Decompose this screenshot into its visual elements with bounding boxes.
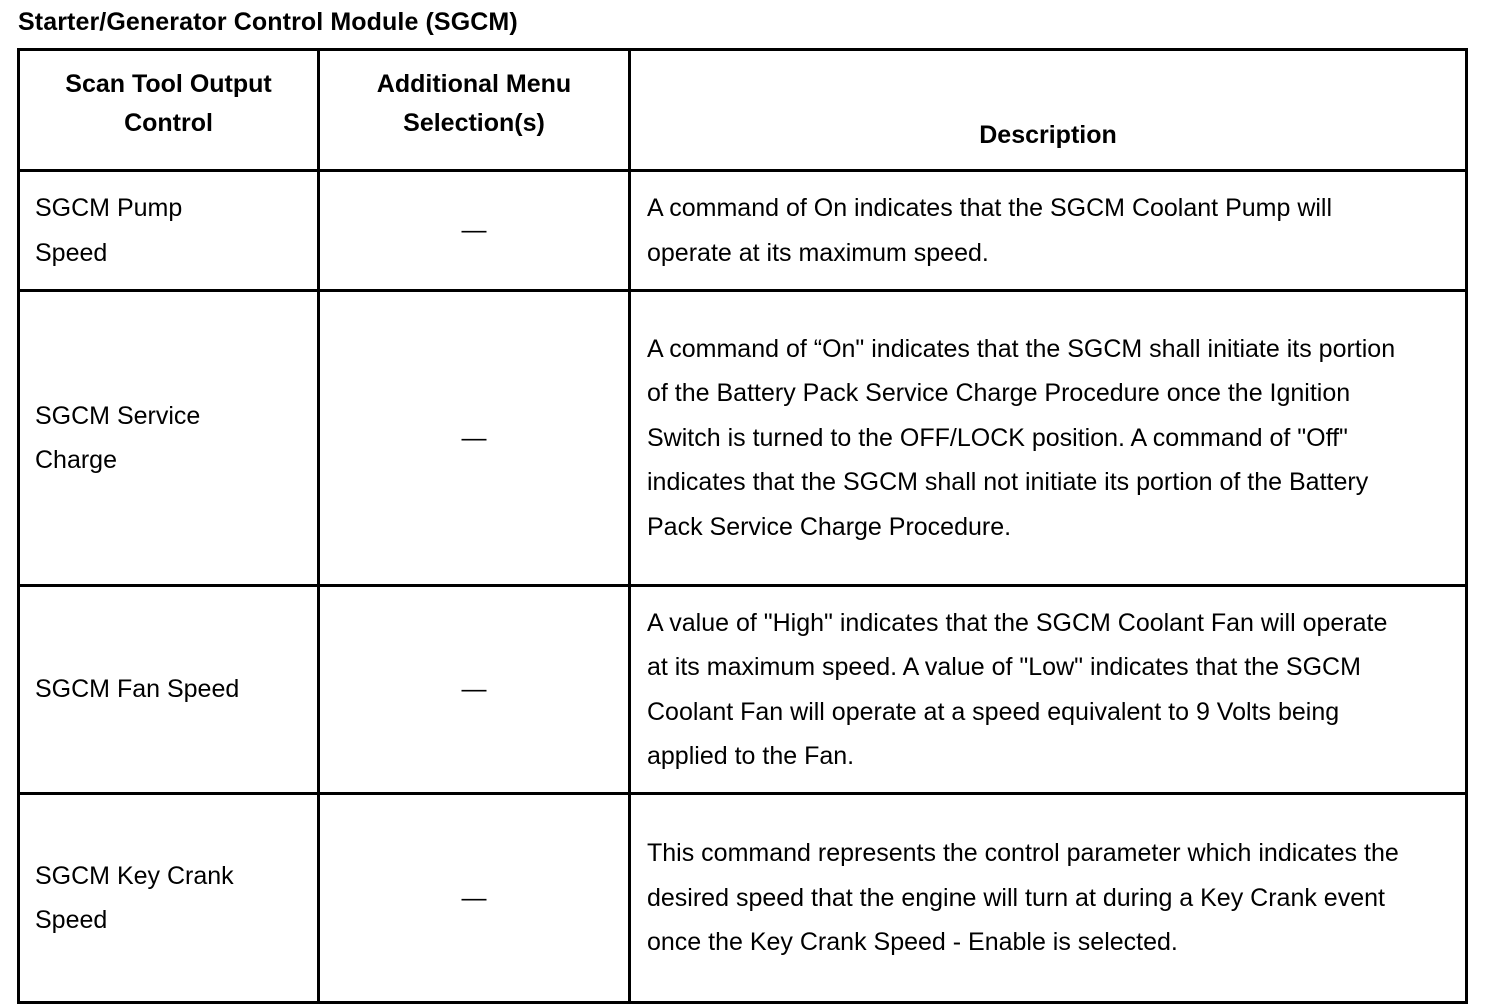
document-title: Starter/Generator Control Module (SGCM) xyxy=(18,8,518,36)
dash-placeholder: — xyxy=(461,883,487,912)
row-description: A command of On indicates that the SGCM Coolant Pump will operate at its maximum speed. xyxy=(630,171,1467,291)
row-menu-selection xyxy=(319,291,630,586)
sgcm-output-control-table xyxy=(17,48,1468,1004)
header-description: Description xyxy=(630,50,1467,171)
row-description: A command of “On" indicates that the SGCM shall initiate its portion of the Battery Pack Service Charge Procedure once the Ignition Switch is turned to the OFF/LOCK position. A command of "Off" indicates that the SGCM shall not initiate its portion of the Battery Pack Service Charge Procedure. xyxy=(630,291,1467,586)
row-output-control-name: SGCM Service Charge xyxy=(19,291,319,586)
row-menu-selection xyxy=(319,586,630,794)
row-output-control-name: SGCM Key Crank Speed xyxy=(19,794,319,1003)
row-description: This command represents the control parameter which indicates the desired speed that the engine will turn at during a Key Crank event once the Key Crank Speed - Enable is selected. xyxy=(630,794,1467,1003)
row-menu-selection xyxy=(319,171,630,291)
table-body xyxy=(19,171,1467,1003)
table-row xyxy=(19,794,1467,1003)
header-scan-tool-output-control: Scan Tool Output Control xyxy=(19,50,319,171)
dash-placeholder: — xyxy=(461,423,487,452)
row-description: A value of "High" indicates that the SGCM Coolant Fan will operate at its maximum speed. A value of "Low" indicates that the SGCM Coolant Fan will operate at a speed equivalent to 9 Volts being applied to the Fan. xyxy=(630,586,1467,794)
header-row xyxy=(19,50,1467,171)
dash-placeholder: — xyxy=(461,216,487,245)
table-header xyxy=(19,50,1467,171)
table-row xyxy=(19,291,1467,586)
header-additional-menu-selections: Additional Menu Selection(s) xyxy=(319,50,630,171)
row-output-control-name: SGCM Pump Speed xyxy=(19,171,319,291)
row-output-control-name: SGCM Fan Speed xyxy=(19,586,319,794)
row-menu-selection xyxy=(319,794,630,1003)
dash-placeholder: — xyxy=(461,675,487,704)
table-row xyxy=(19,586,1467,794)
table-row xyxy=(19,171,1467,291)
